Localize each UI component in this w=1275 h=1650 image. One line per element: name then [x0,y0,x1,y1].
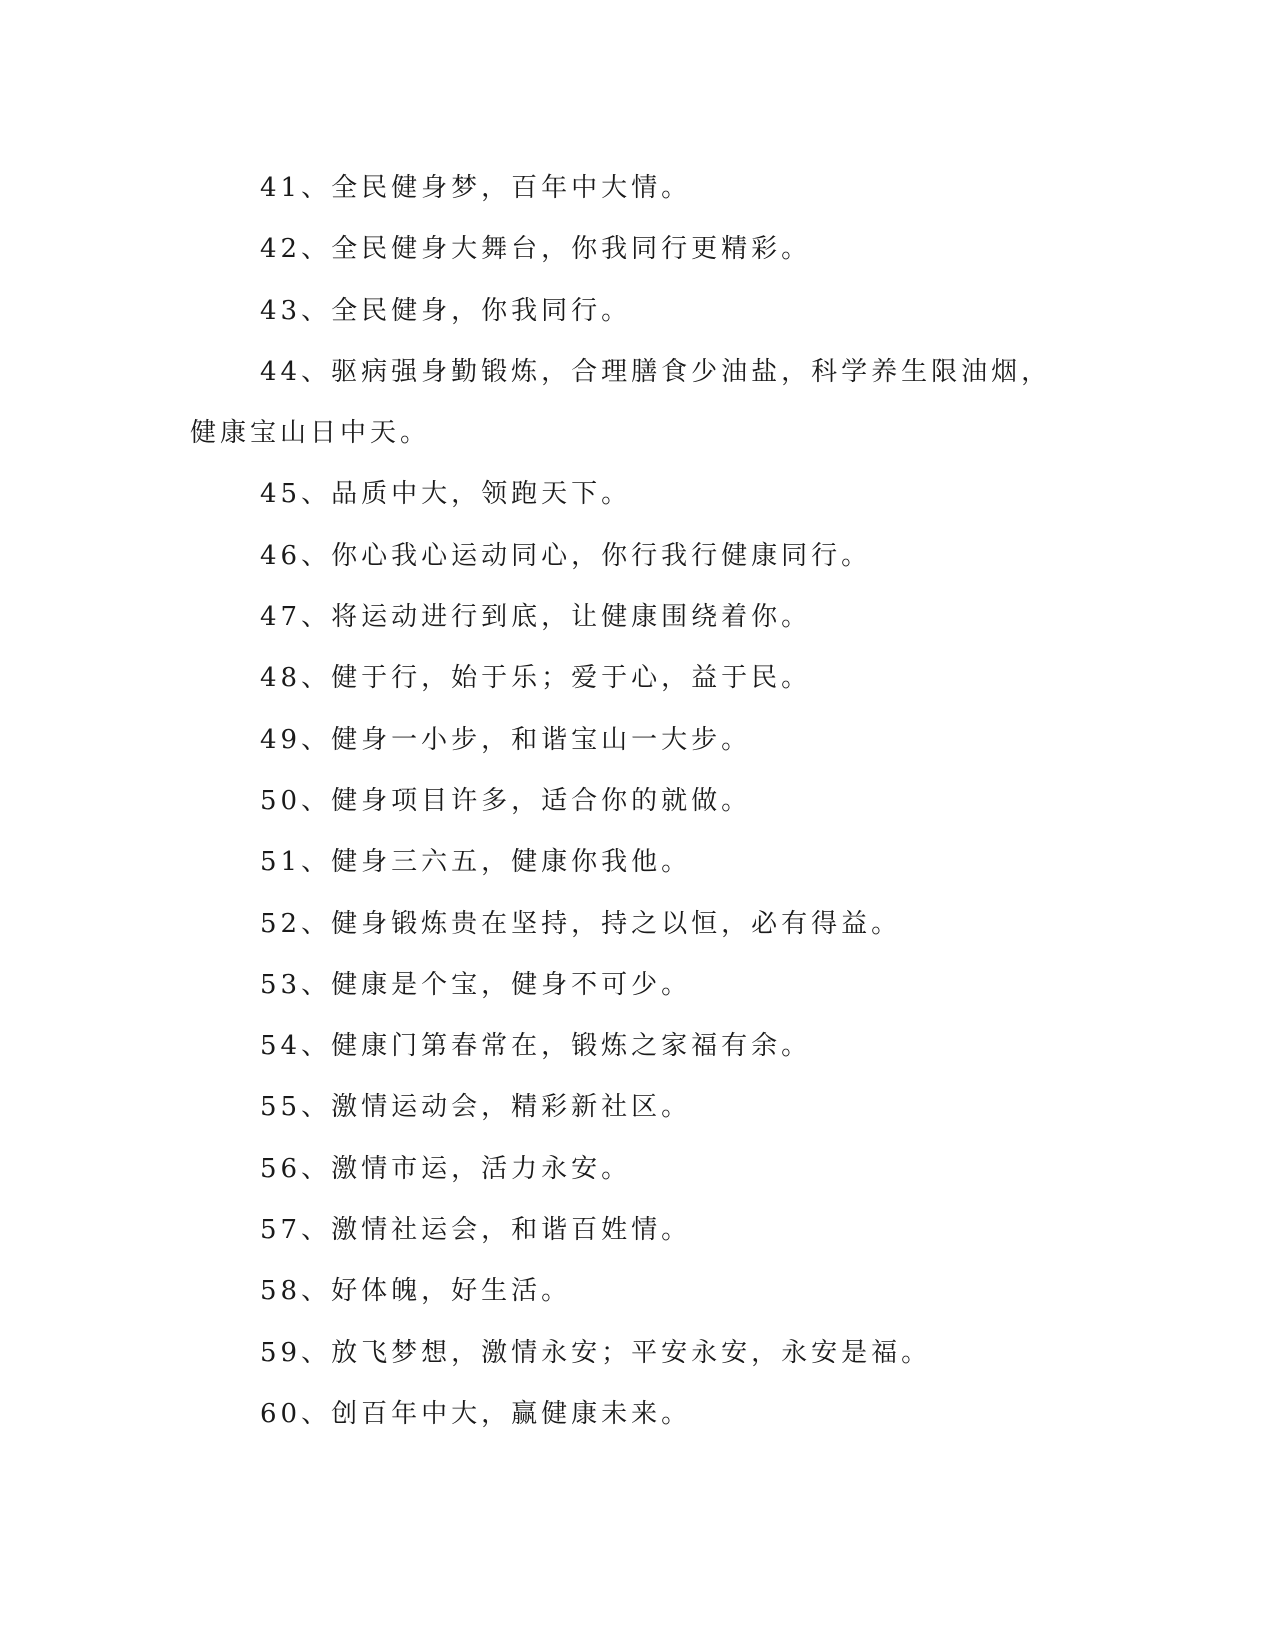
list-item: 47、将运动进行到底，让健康围绕着你。 [260,602,812,633]
list-item: 56、激情市运，活力永安。 [260,1153,632,1184]
slogan-list [190,158,1080,1445]
list-item: 43、全民健身，你我同行。 [260,295,632,326]
list-item: 54、健康门第春常在，锻炼之家福有余。 [260,1031,812,1062]
list-item: 44、驱病强身勤锻炼，合理膳食少油盐，科学养生限油烟，健康宝山日中天。 [190,356,1052,449]
list-item: 60、创百年中大，赢健康未来。 [260,1398,692,1429]
list-item: 45、品质中大，领跑天下。 [260,479,632,510]
list-item: 51、健身三六五，健康你我他。 [260,847,692,878]
list-item: 57、激情社运会，和谐百姓情。 [260,1215,692,1246]
list-item: 52、健身锻炼贵在坚持，持之以恒，必有得益。 [260,908,902,939]
list-item: 53、健康是个宝，健身不可少。 [260,969,692,1000]
list-item: 49、健身一小步，和谐宝山一大步。 [260,724,752,755]
list-item: 55、激情运动会，精彩新社区。 [260,1092,692,1123]
list-item: 42、全民健身大舞台，你我同行更精彩。 [260,234,812,265]
list-item: 50、健身项目许多，适合你的就做。 [260,785,752,816]
list-item: 48、健于行，始于乐；爱于心，益于民。 [260,663,812,694]
list-item: 41、全民健身梦，百年中大情。 [260,173,692,203]
list-item: 59、放飞梦想，激情永安；平安永安，永安是福。 [260,1337,932,1368]
list-item: 46、你心我心运动同心，你行我行健康同行。 [260,540,872,571]
list-item: 58、好体魄，好生活。 [260,1276,572,1307]
